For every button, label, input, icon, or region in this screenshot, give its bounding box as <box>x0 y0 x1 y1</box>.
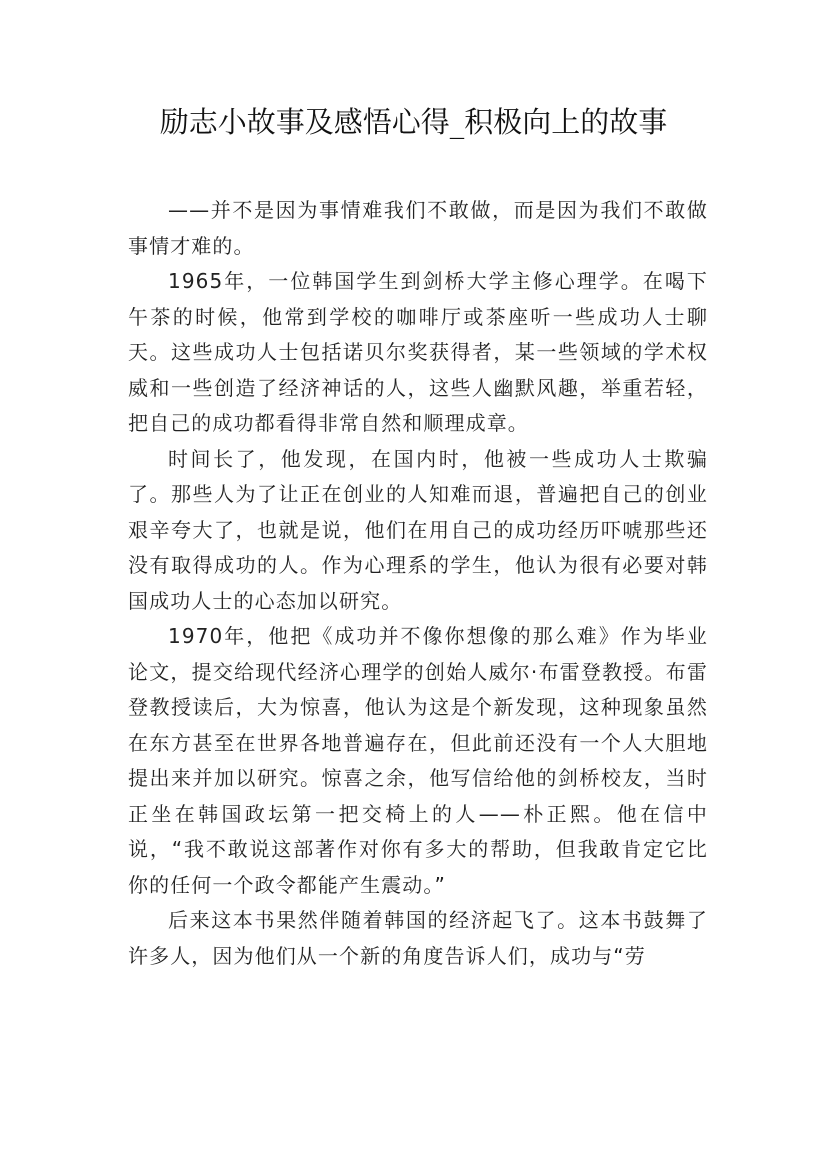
document-body <box>128 193 708 974</box>
document-title: 励志小故事及感悟心得_积极向上的故事 <box>159 105 668 139</box>
paragraph: ——并不是因为事情难我们不敢做，而是因为我们不敢做事情才难的。 <box>128 198 708 258</box>
paragraph: 1970年，他把《成功并不像你想像的那么难》作为毕业论文，提交给现代经济心理学的创始人威尔·布雷登教授。布雷登教授读后，大为惊喜，他认为这是个新发现，这种现象虽然在东方甚至在世界各地普遍存在，但此前还没有一个人大胆地提出来并加以研究。惊喜之余，他写信给他的剑桥校友，当时正坐在韩国政坛第一把交椅上的人——朴正熙。他在信中说，“我不敢说这部著作对你有多大的帮助，但我敢肯定它比你的任何一个政令都能产生震动。” <box>128 624 708 897</box>
paragraph: 时间长了，他发现，在国内时，他被一些成功人士欺骗了。那些人为了让正在创业的人知难而退，普遍把自己的创业艰辛夸大了，也就是说，他们在用自己的成功经历吓唬那些还没有取得成功的人。作为心理系的学生，他认为很有必要对韩国成功人士的心态加以研究。 <box>128 446 708 613</box>
paragraph: 后来这本书果然伴随着韩国的经济起飞了。这本书鼓舞了许多人，因为他们从一个新的角度告诉人们，成功与“劳 <box>128 908 708 968</box>
paragraph: 1965年，一位韩国学生到剑桥大学主修心理学。在喝下午茶的时候，他常到学校的咖啡厅或茶座听一些成功人士聊天。这些成功人士包括诺贝尔奖获得者，某一些领域的学术权威和一些创造了经济神话的人，这些人幽默风趣，举重若轻，把自己的成功都看得非常自然和顺理成章。 <box>128 269 708 435</box>
